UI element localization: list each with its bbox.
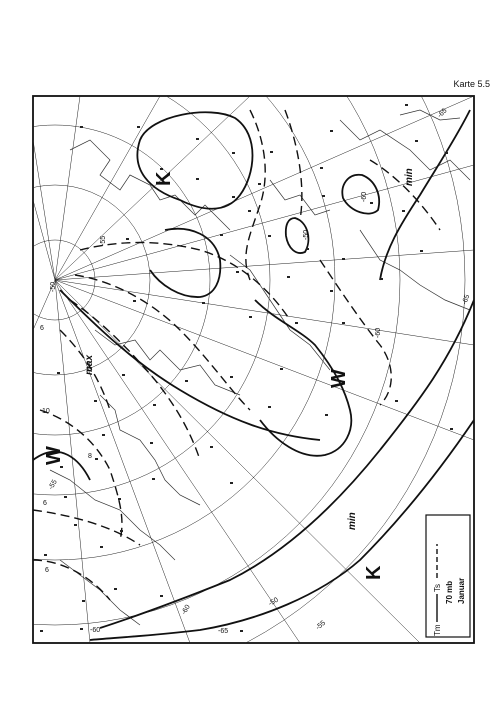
isotherm-label: 6: [43, 500, 47, 507]
isotherm-label: -55: [100, 235, 107, 246]
isotherm-label: -60: [361, 191, 368, 202]
isotherm-label: -55: [47, 478, 59, 491]
isotherm-label: -50: [267, 596, 280, 608]
cold-cell-k1-outline: [137, 112, 252, 208]
page-caption: Karte 5.5: [453, 79, 490, 89]
legend-level: 70 mb: [445, 580, 454, 604]
cold-center-label: K: [363, 565, 385, 580]
isotherm-label: 6: [40, 325, 44, 332]
legend-month: Januar: [457, 577, 466, 604]
isotherm-label: -60: [180, 603, 192, 616]
warm-center-label: W: [328, 369, 350, 388]
min-line-label: min: [347, 512, 358, 530]
min-line-upper: [380, 110, 470, 280]
outer-curve-2: [60, 290, 320, 440]
isotherm-label: -65: [218, 628, 229, 635]
isotherm-label: -60: [375, 327, 382, 338]
isotherm-label: -60: [90, 627, 101, 634]
legend-ts-label: Ts: [433, 584, 442, 592]
isotherm-label: 10: [42, 408, 50, 415]
max-line-label: max: [84, 354, 95, 375]
coastlines: [47, 110, 470, 625]
cold-center-label: K: [153, 171, 175, 186]
legend-tm-label: Tm: [433, 624, 442, 636]
isotherm-label: -50: [303, 229, 310, 240]
isotherm-label: -55: [314, 619, 328, 632]
isotherm-label: 6: [45, 567, 49, 574]
isotherm-label: -50: [50, 281, 57, 292]
min-line-lower: [90, 420, 474, 640]
min-line-label: min: [404, 168, 415, 186]
outer-curve-3: [100, 300, 474, 628]
center-labels: [43, 168, 415, 580]
warm-center-label: W: [43, 446, 65, 465]
isotherm-label: -65: [436, 107, 449, 120]
isotherm-label: -65: [461, 293, 472, 306]
legend: [426, 515, 470, 637]
legend-box: [426, 515, 470, 637]
isotherm-label: 8: [88, 453, 92, 460]
